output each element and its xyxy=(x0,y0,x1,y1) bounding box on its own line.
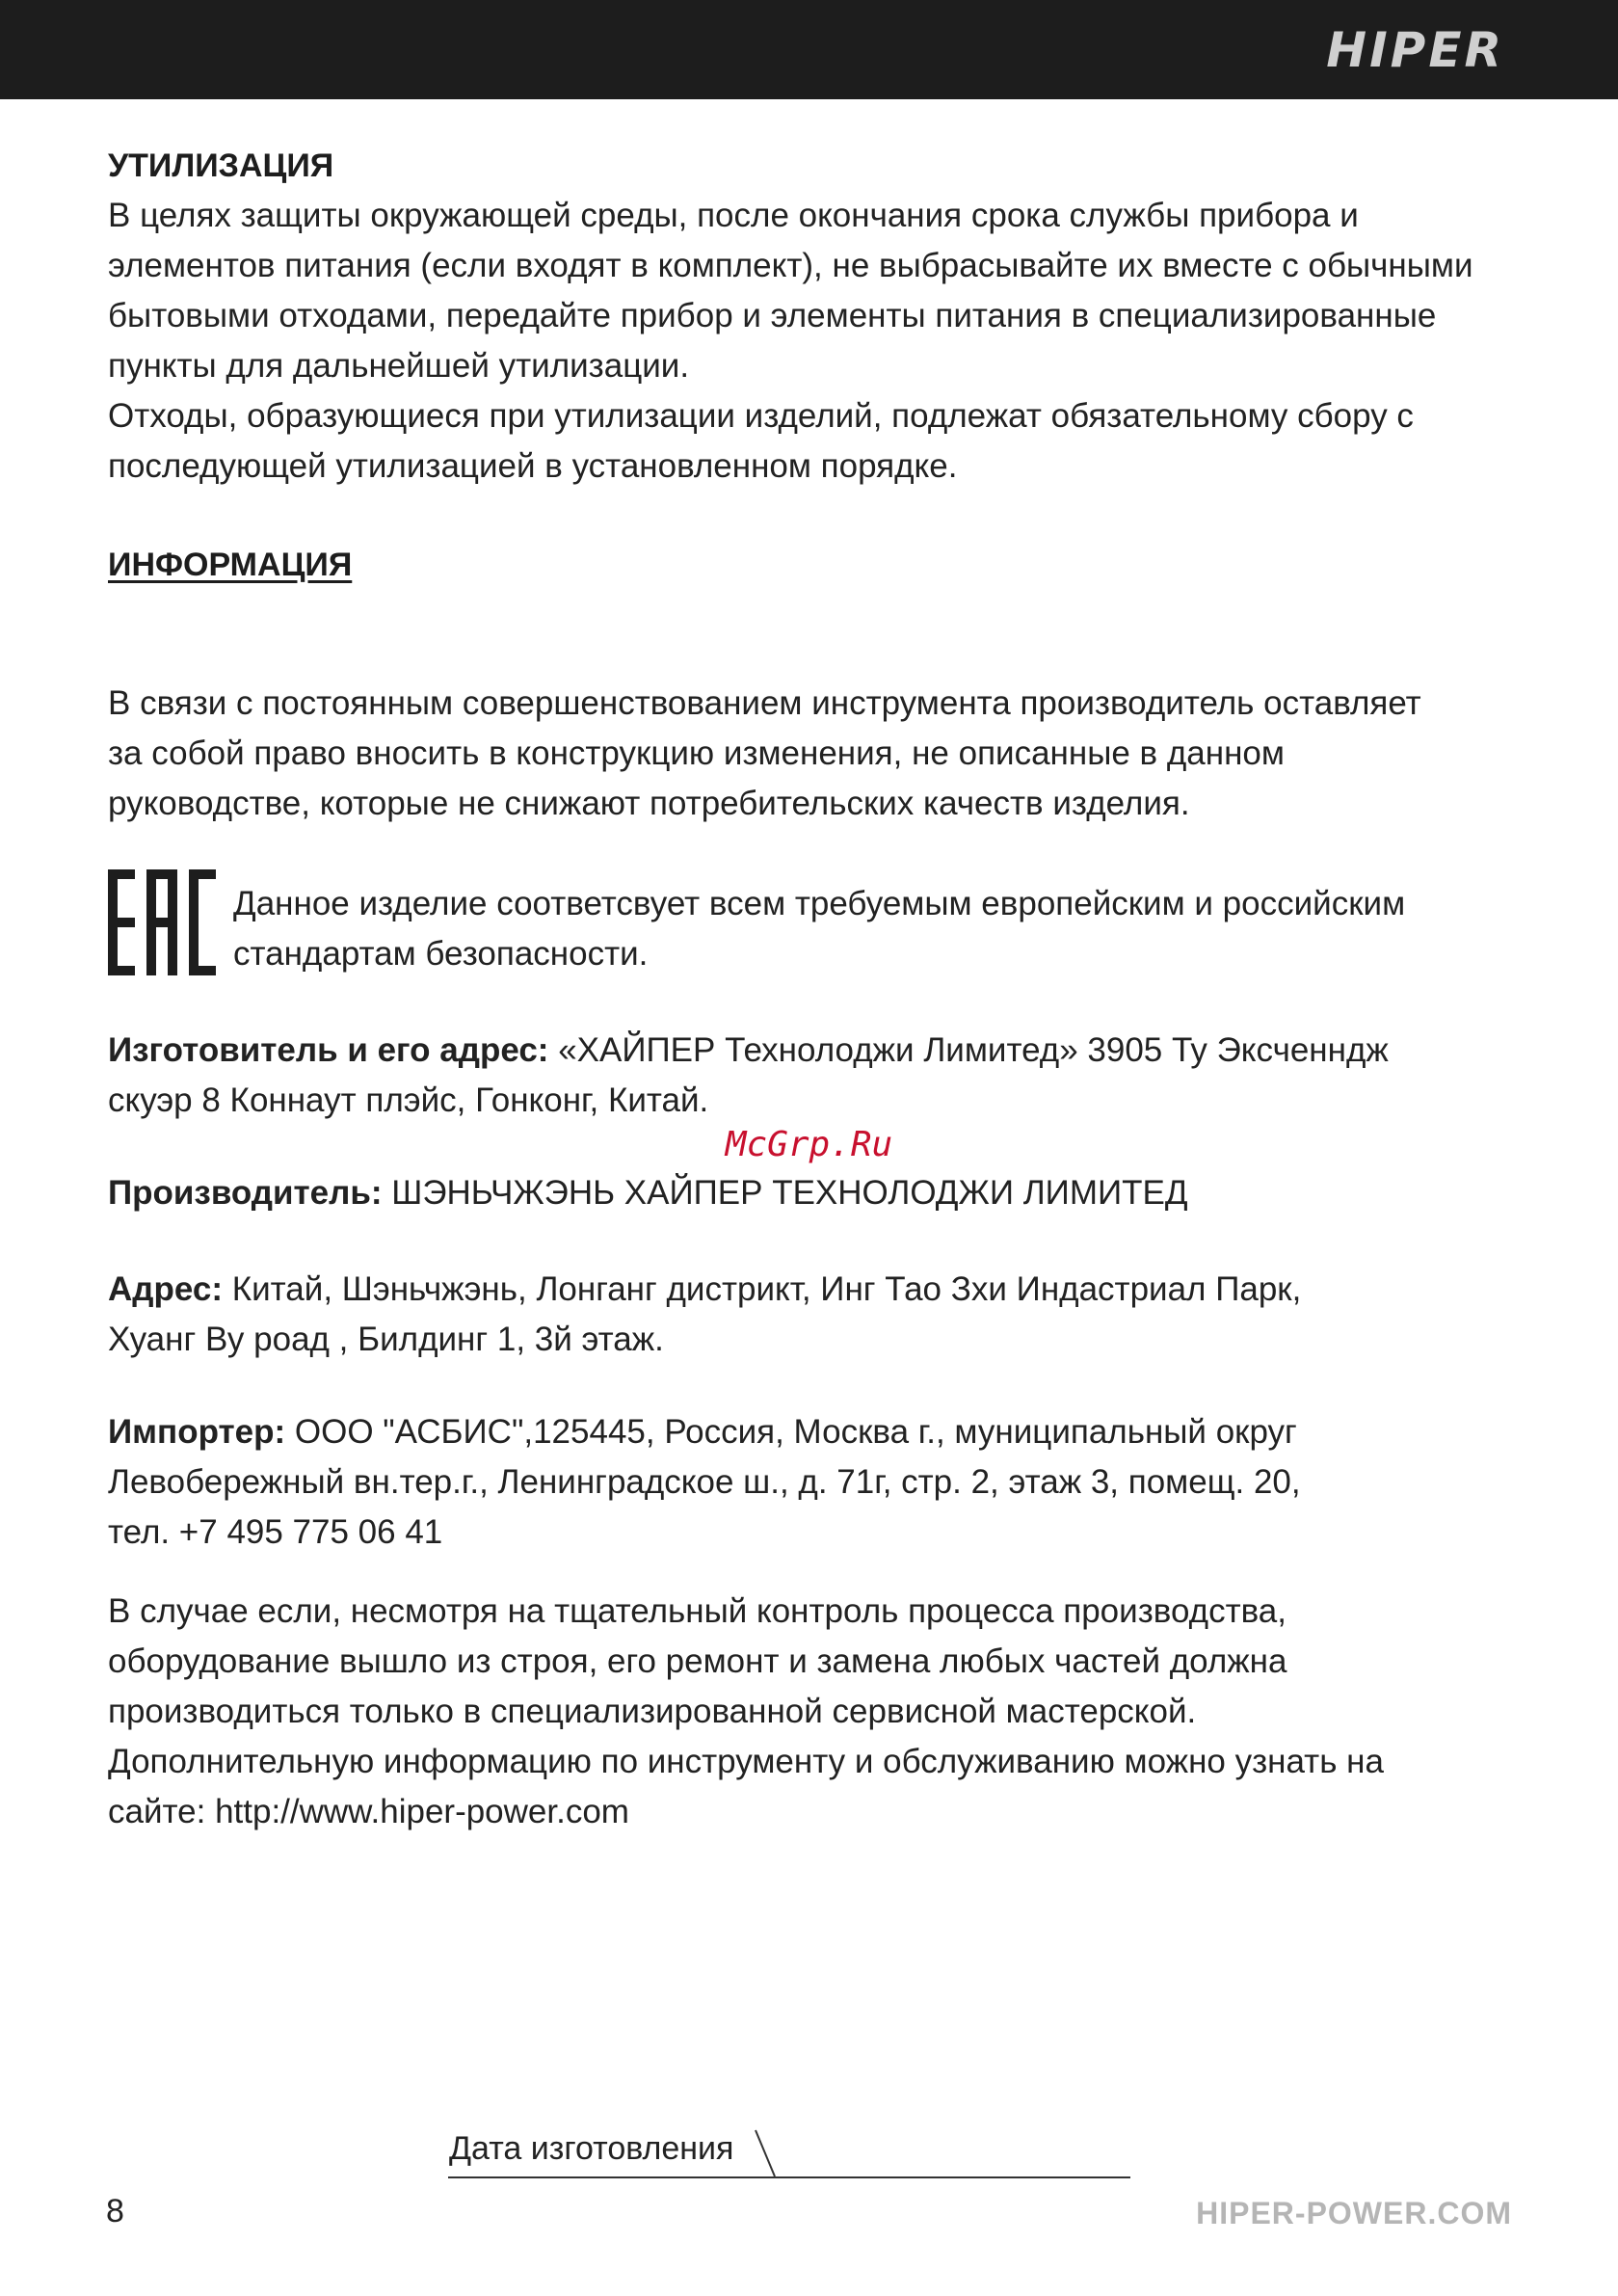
recycling-line: элементов питания (если входят в комплект), не выбрасывайте их вместе с обычными xyxy=(108,247,1473,284)
importer-line xyxy=(108,1407,1525,1457)
eac-line: Данное изделие соответсвует всем требуемым европейским и российским xyxy=(233,885,1406,922)
manufacturer-line-2: скуэр 8 Коннаут плэйс, Гонконг, Китай. xyxy=(108,1081,709,1119)
manufacture-date-line xyxy=(448,2176,1130,2178)
header-bar xyxy=(0,0,1618,99)
page-number: 8 xyxy=(106,2193,124,2229)
address-line xyxy=(108,1265,1525,1315)
information-line: руководстве, которые не снижают потребительских качеств изделия. xyxy=(108,785,1190,822)
address-line-2: Хуанг Ву роад , Билдинг 1, 3й этаж. xyxy=(108,1321,664,1358)
address-section xyxy=(108,1265,1525,1365)
address-value: Китай, Шэньчжэнь, Лонганг дистрикт, Инг Тао Зхи Индастриал Парк, xyxy=(223,1270,1302,1308)
information-section xyxy=(108,679,1525,829)
importer-section xyxy=(108,1407,1525,1558)
recycling-line: В целях защиты окружающей среды, после окончания срока службы прибора и xyxy=(108,197,1359,234)
date-separator-slash xyxy=(754,2128,792,2176)
importer-label: Импортер: xyxy=(108,1413,286,1451)
service-line: производиться только в специализированной сервисной мастерской. xyxy=(108,1693,1197,1730)
manufacturer-line xyxy=(108,1026,1525,1076)
information-title-block xyxy=(108,540,1525,590)
information-title: ИНФОРМАЦИЯ xyxy=(108,547,353,583)
eac-line: стандартам безопасности. xyxy=(233,935,649,973)
information-line: за собой право вносить в конструкцию изменения, не описанные в данном xyxy=(108,734,1285,772)
manufacturer-section xyxy=(108,1026,1525,1126)
manufacturer-label: Изготовитель и его адрес: xyxy=(108,1031,549,1069)
recycling-line: Отходы, образующиеся при утилизации изделий, подлежат обязательному сбору с xyxy=(108,397,1414,435)
manufacturer-value: «ХАЙПЕР Технолоджи Лимитед» 3905 Ту Эксченндж xyxy=(548,1031,1389,1069)
recycling-title: УТИЛИЗАЦИЯ xyxy=(108,147,334,184)
producer-value: ШЭНЬЧЖЭНЬ ХАЙПЕР ТЕХНОЛОДЖИ ЛИМИТЕД xyxy=(382,1174,1188,1212)
producer-line xyxy=(108,1168,1525,1218)
brand-logo: HIPER xyxy=(1326,22,1504,78)
recycling-line: пункты для дальнейшей утилизации. xyxy=(108,347,690,385)
service-line: оборудование вышло из строя, его ремонт и замена любых частей должна xyxy=(108,1642,1287,1680)
service-line: В случае если, несмотря на тщательный контроль процесса производства, xyxy=(108,1592,1286,1630)
recycling-line: последующей утилизацией в установленном порядке. xyxy=(108,447,958,485)
service-line: Дополнительную информацию по инструменту и обслуживанию можно узнать на xyxy=(108,1743,1384,1780)
eac-block xyxy=(108,869,1553,985)
importer-line-3: тел. +7 495 775 06 41 xyxy=(108,1513,443,1551)
watermark: McGrp.Ru xyxy=(725,1125,893,1164)
manufacture-date-label: Дата изготовления xyxy=(449,2130,734,2167)
service-line: сайте: http://www.hiper-power.com xyxy=(108,1793,629,1830)
eac-text xyxy=(233,879,1553,979)
eac-mark-icon xyxy=(108,869,216,975)
footer-site: HIPER-POWER.COM xyxy=(1196,2196,1512,2230)
importer-line-2: Левобережный вн.тер.г., Ленинградское ш., д. 71г, стр. 2, этаж 3, помещ. 20, xyxy=(108,1463,1301,1501)
recycling-section xyxy=(108,141,1525,492)
producer-section xyxy=(108,1168,1525,1218)
producer-label: Производитель: xyxy=(108,1174,383,1212)
recycling-line: бытовыми отходами, передайте прибор и элементы питания в специализированные xyxy=(108,297,1437,334)
information-line: В связи с постоянным совершенствованием инструмента производитель оставляет xyxy=(108,684,1421,722)
address-label: Адрес: xyxy=(108,1270,223,1308)
service-section xyxy=(108,1587,1525,1837)
importer-value: ООО "АСБИС",125445, Россия, Москва г., муниципальный округ xyxy=(285,1413,1297,1451)
